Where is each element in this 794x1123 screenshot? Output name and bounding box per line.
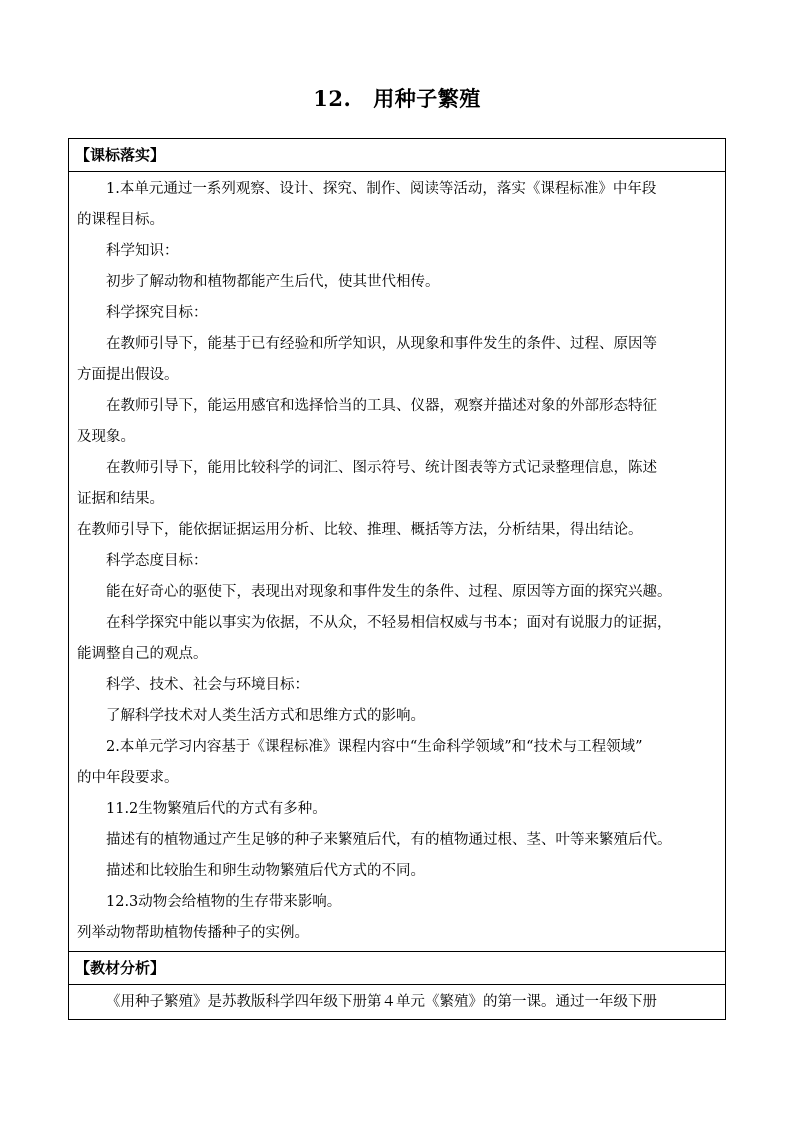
lesson-table [68, 138, 726, 1020]
section-heading-analysis: 【教材分析】 [69, 952, 726, 985]
paragraph-line: 在教师引导下，能运用感官和选择恰当的工具、仪器，观察并描述对象的外部形态特征 [106, 398, 657, 414]
paragraph-line: 科学知识： [106, 243, 179, 259]
paragraph-line: 科学、技术、社会与环境目标： [106, 677, 309, 693]
paragraph-line: 能调整自己的观点。 [77, 646, 208, 662]
paragraph-line: 及现象。 [77, 429, 135, 445]
paragraph-line: 在教师引导下，能基于已有经验和所学知识，从现象和事件发生的条件、过程、原因等 [106, 336, 657, 352]
paragraph-line: 描述和比较胎生和卵生动物繁殖后代方式的不同。 [106, 863, 425, 879]
paragraph-line: 1.本单元通过一系列观察、设计、探究、制作、阅读等活动，落实《课程标准》中年段 [106, 181, 657, 197]
paragraph-line: 在科学探究中能以事实为依据，不从众，不轻易相信权威与书本；面对有说服力的证据， [106, 615, 672, 631]
lesson-number: 12. [313, 86, 352, 111]
paragraph-line: 描述有的植物通过产生足够的种子来繁殖后代，有的植物通过根、茎、叶等来繁殖后代。 [106, 832, 672, 848]
paragraph-line: 的课程目标。 [77, 212, 164, 228]
paragraph-line: 科学态度目标： [106, 553, 208, 569]
paragraph-line: 列举动物帮助植物传播种子的实例。 [77, 925, 309, 941]
section-body-standards [69, 172, 726, 952]
paragraph-line: 方面提出假设。 [77, 367, 179, 383]
paragraph-line: 科学探究目标： [106, 305, 208, 321]
paragraph-line: 2.本单元学习内容基于《课程标准》课程内容中“生命科学领域”和“技术与工程领域” [106, 739, 643, 755]
paragraph-line: 在教师引导下，能用比较科学的词汇、图示符号、统计图表等方式记录整理信息，陈述 [106, 460, 657, 476]
lesson-title: 用种子繁殖 [373, 86, 481, 111]
section-body-analysis [69, 985, 726, 1020]
section-heading-standards: 【课标落实】 [69, 139, 726, 172]
paragraph-line: 了解科学技术对人类生活方式和思维方式的影响。 [106, 708, 425, 724]
paragraph-line: 能在好奇心的驱使下，表现出对现象和事件发生的条件、过程、原因等方面的探究兴趣。 [106, 584, 672, 600]
paragraph-line: 《用种子繁殖》是苏教版科学四年级下册第４单元《繁殖》的第一课。通过一年级下册 [106, 994, 657, 1010]
paragraph-line: 11.2生物繁殖后代的方式有多种。 [106, 801, 327, 817]
paragraph-line: 12.3动物会给植物的生存带来影响。 [106, 894, 342, 910]
paragraph-line: 的中年段要求。 [77, 770, 179, 786]
paragraph-line: 初步了解动物和植物都能产生后代，使其世代相传。 [106, 274, 440, 290]
page-title [0, 83, 794, 113]
paragraph-line: 在教师引导下，能依据证据运用分析、比较、推理、概括等方法，分析结果，得出结论。 [77, 522, 643, 538]
paragraph-line: 证据和结果。 [77, 491, 164, 507]
